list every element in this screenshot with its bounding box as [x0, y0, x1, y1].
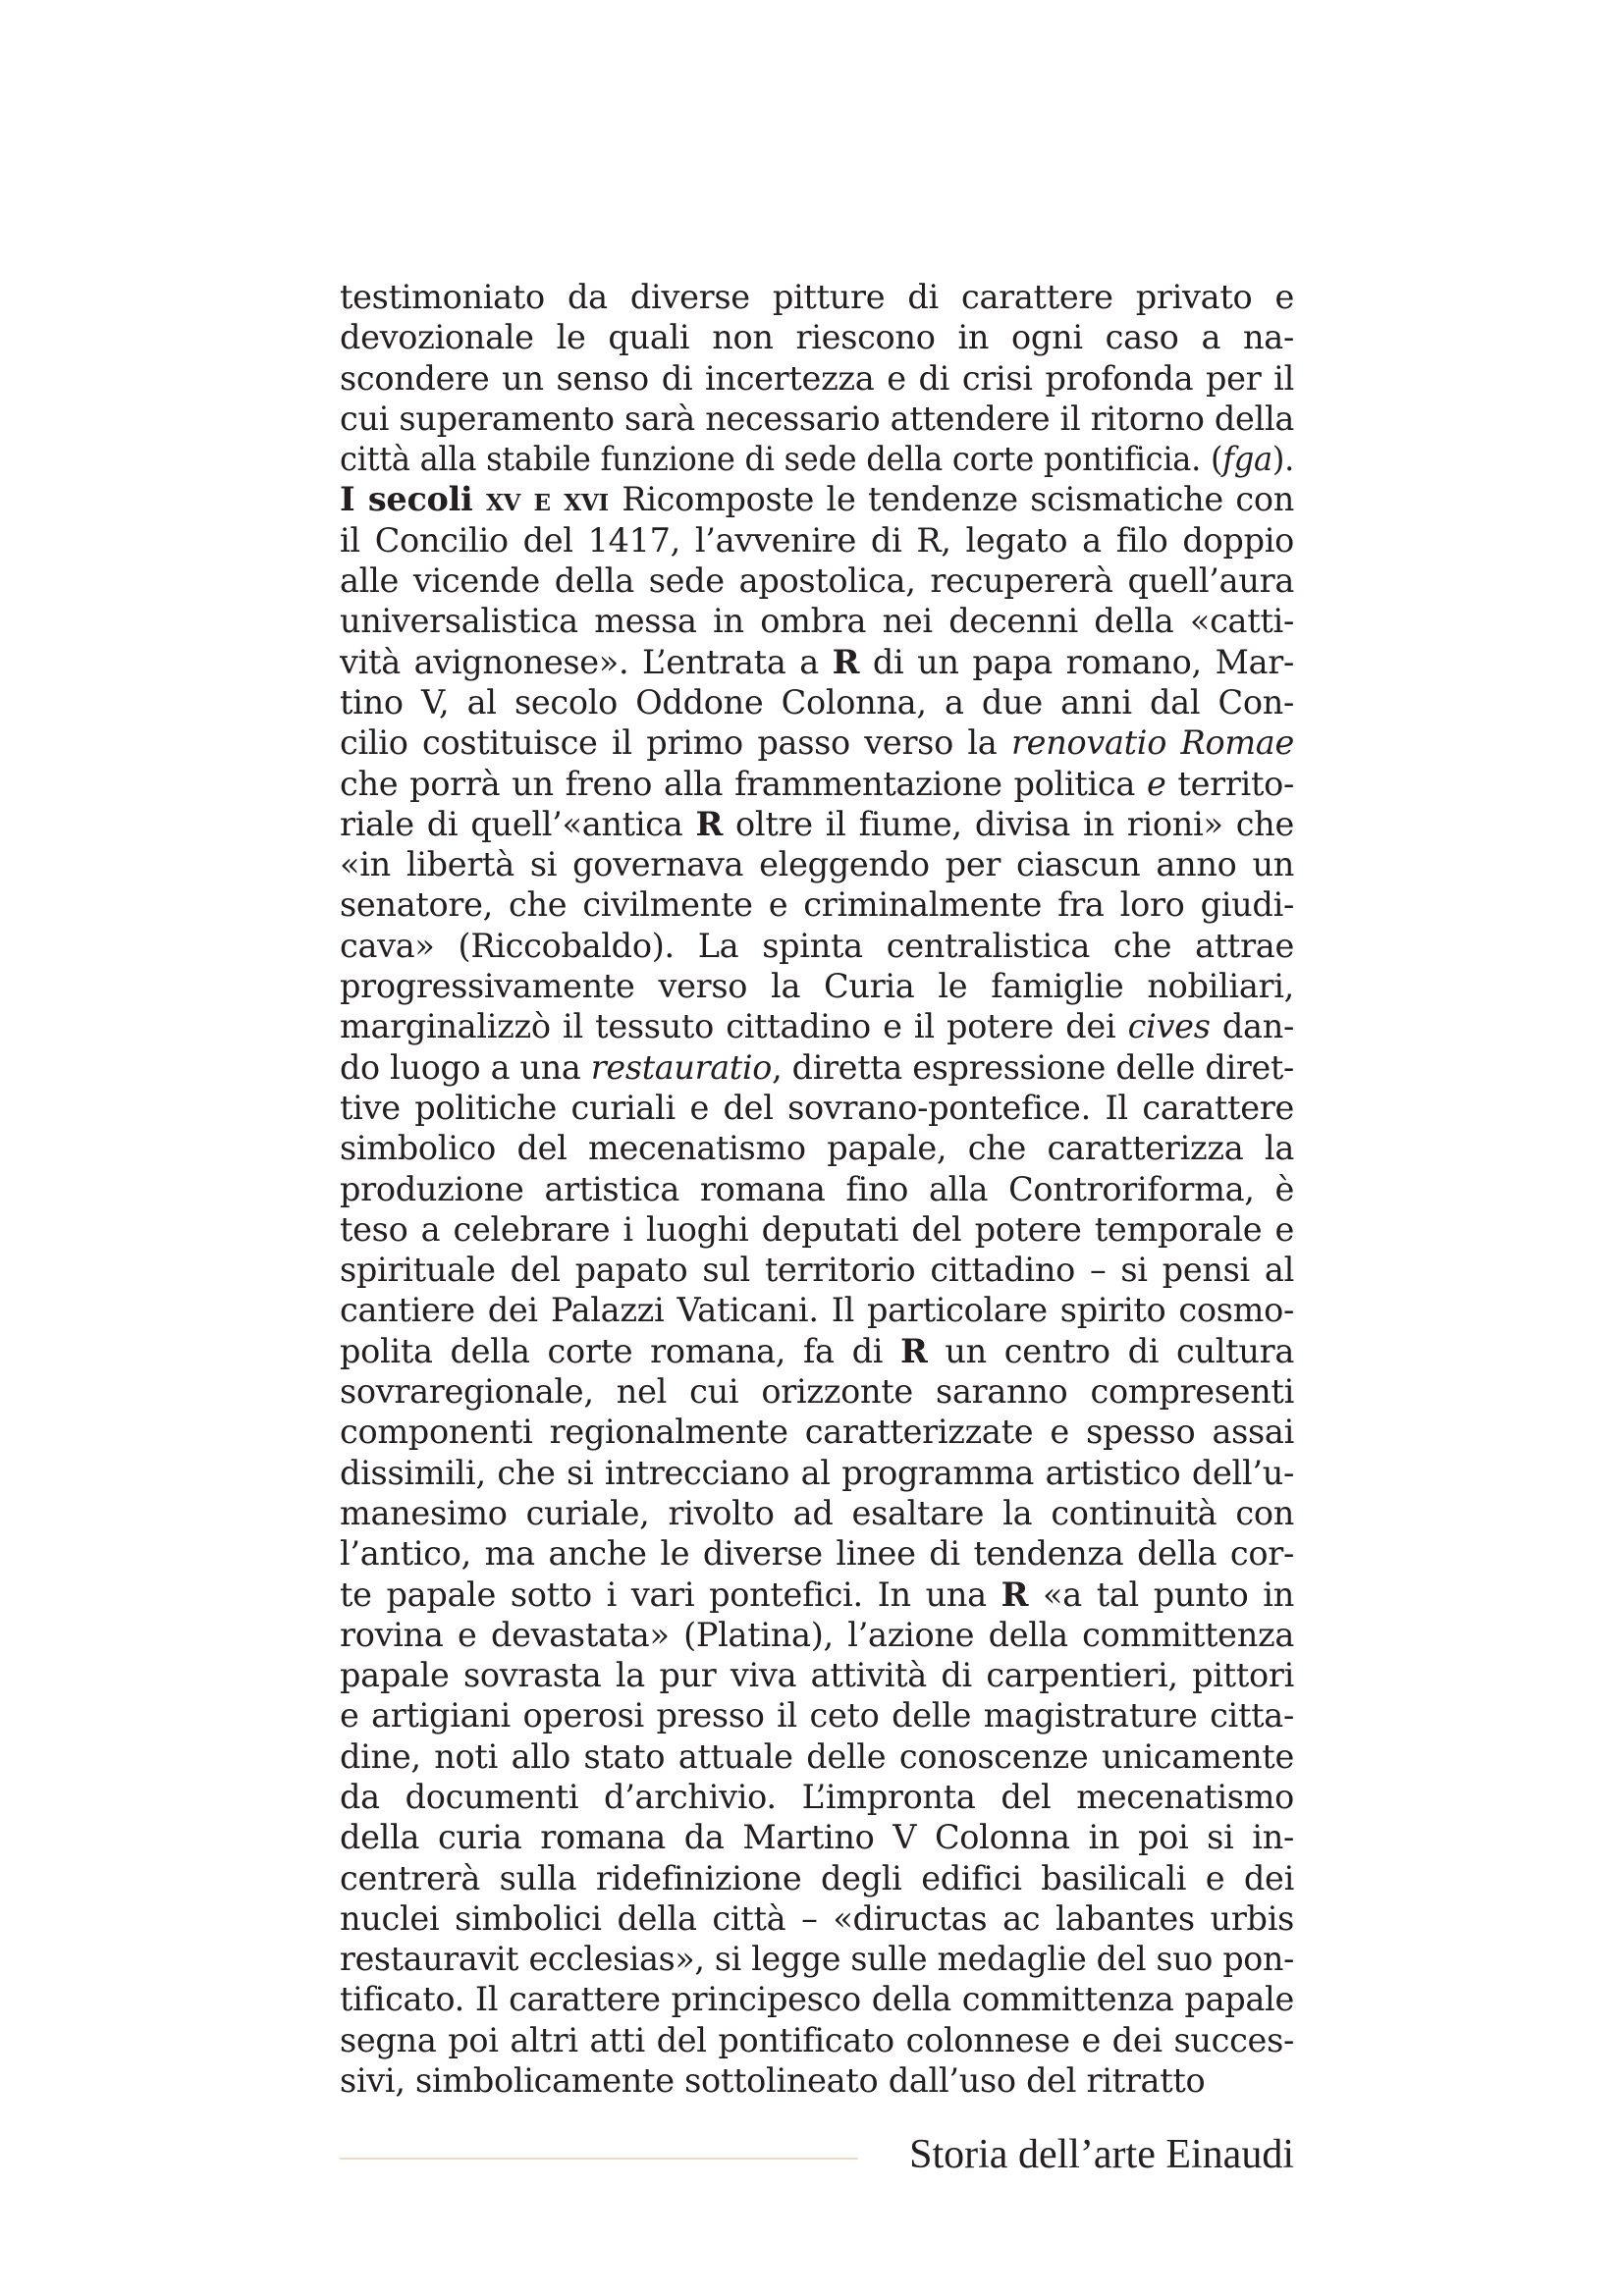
- text-line: cui superamento sarà necessario attendere il ritorno della: [340, 399, 1294, 438]
- footer-title: Storia dell’arte Einaudi: [909, 2132, 1294, 2177]
- text-line: teso a celebrare i luoghi deputati del potere temporale e: [340, 1209, 1294, 1249]
- text-line: cava» (Riccobaldo). La spinta centralistica che attrae: [340, 926, 1294, 965]
- text-line: progressivamente verso la Curia le famiglie nobiliari,: [340, 967, 1294, 1006]
- text-line: cantiere dei Palazzi Vaticani. Il particolare spirito cosmo-: [340, 1291, 1294, 1330]
- text-line: da documenti d’archivio. L’impronta del mecenatismo: [340, 1777, 1294, 1816]
- text-line: papale sovrasta la pur viva attività di carpentieri, pittori: [340, 1656, 1294, 1695]
- text-line: segna poi altri atti del pontificato colonnese e dei succes-: [340, 2020, 1294, 2059]
- text-line: restauravit ecclesias», si legge sulle medaglie del suo pon-: [340, 1940, 1294, 1979]
- text-line: te papale sotto i vari pontefici. In una R «a tal punto in: [340, 1575, 1294, 1614]
- text-line: dine, noti allo stato attuale delle conoscenze unicamente: [340, 1736, 1294, 1776]
- text-line: il Concilio del 1417, l’avvenire di R, legato a filo doppio: [340, 520, 1294, 560]
- text-line: «in libertà si governava eleggendo per ciascun anno un: [340, 845, 1294, 884]
- text-line: do luogo a una restauratio, diretta espressione delle diret-: [340, 1047, 1294, 1087]
- text-line: nuclei simbolici della città – «diructas ac labantes urbis: [340, 1898, 1294, 1938]
- text-line: universalistica messa in ombra nei decenni della «catti-: [340, 602, 1294, 641]
- text-line: polita della corte romana, fa di R un centro di cultura: [340, 1331, 1294, 1370]
- text-line: dissimili, che si intrecciano al programma artistico dell’u-: [340, 1453, 1294, 1492]
- text-line: rovina e devastata» (Platina), l’azione della committenza: [340, 1615, 1294, 1654]
- body-text: [340, 277, 1294, 2101]
- text-line: vità avignonese». L’entrata a R di un papa romano, Mar-: [340, 642, 1295, 681]
- section-heading: I secoli: [340, 480, 473, 519]
- text-line: sovraregionale, nel cui orizzonte saranno compresenti: [340, 1372, 1294, 1412]
- text-line: spirituale del papato sul territorio cittadino – si pensi al: [340, 1251, 1294, 1290]
- text-line: devozionale le quali non riescono in ogni caso a na-: [340, 318, 1294, 357]
- page-footer: [340, 2130, 1294, 2179]
- text-line: scondere un senso di incertezza e di crisi profonda per il: [340, 358, 1294, 398]
- text-line: senatore, che civilmente e criminalmente fra loro giudi-: [340, 885, 1294, 925]
- text-line: e artigiani operosi presso il ceto delle magistrature citta-: [340, 1696, 1294, 1735]
- text-line: manesimo curiale, rivolto ad esaltare la continuità con: [340, 1493, 1294, 1532]
- text-line: della curia romana da Martino V Colonna in poi si in-: [340, 1818, 1294, 1857]
- text-line: simbolico del mecenatismo papale, che caratterizza la: [340, 1129, 1294, 1168]
- text-line: sivi, simbolicamente sottolineato dall’uso del ritratto: [340, 2061, 1206, 2101]
- section-heading-line: I secoli xv e xvi Ricomposte le tendenze scismatiche con: [340, 480, 1294, 519]
- text-line: marginalizzò il tessuto cittadino e il potere dei cives dan-: [340, 1007, 1294, 1046]
- text-line: tino V, al secolo Oddone Colonna, a due anni dal Con-: [340, 682, 1294, 721]
- text-line: tificato. Il carattere principesco della committenza papale: [340, 1980, 1294, 2019]
- text-line: centrerà sulla ridefinizione degli edifici basilicali e dei: [340, 1858, 1294, 1897]
- text-line: tive politiche curiali e del sovrano-pontefice. Il carattere: [340, 1088, 1294, 1127]
- footer-rule: [340, 2158, 858, 2160]
- text-line: produzione artistica romana fino alla Controriforma, è: [340, 1169, 1294, 1208]
- text-line: cilio costituisce il primo passo verso la renovatio Romae: [340, 723, 1294, 763]
- text-line: alle vicende della sede apostolica, recupererà quell’aura: [340, 561, 1294, 601]
- text-line: città alla stabile funzione di sede della corte pontificia. (fga).: [340, 440, 1294, 479]
- text-line: che porrà un freno alla frammentazione politica e territo-: [340, 764, 1295, 803]
- text-line: riale di quell’«antica R oltre il fiume, divisa in rioni» che: [340, 804, 1294, 843]
- text-line: testimoniato da diverse pitture di carattere privato e: [340, 278, 1294, 316]
- text-line: l’antico, ma anche le diverse linee di tendenza della cor-: [340, 1534, 1294, 1574]
- text-line: componenti regionalmente caratterizzate e spesso assai: [340, 1413, 1294, 1452]
